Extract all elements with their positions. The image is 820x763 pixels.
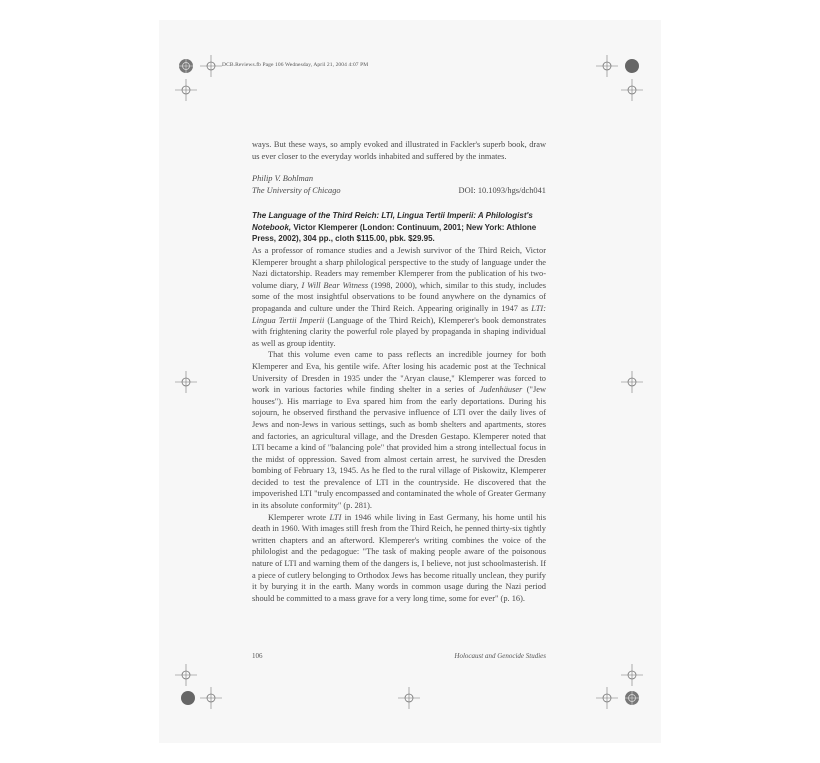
registration-target-icon (624, 690, 640, 706)
crop-mark-icon (596, 687, 618, 709)
journal-title: Holocaust and Genocide Studies (454, 652, 546, 660)
reviewer-name: Philip V. Bohlman (252, 174, 314, 183)
crop-mark-icon (175, 79, 197, 101)
crop-mark-icon (596, 55, 618, 77)
crop-mark-icon (175, 664, 197, 686)
text-run: (Language of the Third Reich), Klemperer's book demonstrates with frightening clarity the powerful role played by propaganda in shaping individual as well as group identity. (252, 315, 547, 348)
italic-title: LTI (329, 512, 342, 522)
text-run: As a professor of romance studies and a Jewish survivor of the Third Reich, Victor Klemperer brought a sharp philological perspective to the study of language under the Nazi dictatorship. Readers may remember Klemperer from the publication of his two-volume diary, (252, 246, 546, 290)
crop-mark-icon (175, 371, 197, 393)
italic-title: LTI: Lingua Tertii Imperii (252, 303, 546, 325)
reviewer-affiliation: The University of Chicago (252, 185, 341, 195)
paragraph-3 (252, 512, 546, 605)
paragraph-2 (252, 349, 546, 511)
registration-dot-icon (624, 58, 640, 74)
text-run: Klemperer wrote (268, 512, 330, 522)
crop-mark-icon (621, 664, 643, 686)
registration-dot-icon (180, 690, 196, 706)
previous-review-paragraph (252, 139, 546, 162)
registration-target-icon (178, 58, 194, 74)
review-body (252, 245, 546, 604)
print-slug: DCB.Reviews.fb Page 106 Wednesday, April 21, 2004 4:07 PM (222, 62, 369, 68)
italic-term: Judenhäuser (479, 385, 523, 395)
text-run: ("Jew houses"). His marriage to Eva spared him from the early deportations. During his sojourn, he observed firsthand the pervasive influence of LTI over the daily lives of Jews and non-Jews in various settings, such as bomb shelters and apartments, stores and factories, an agricultural village, and the Dresden Gestapo. Klemperer noted that LTI became a kind of "balancing pole" that provided him a strong intellectual focus in the midst of oppression. Saved from almost certain arrest, he survived the Dresden bombing of February 13, 1945. As he fled to the rural village of Piskowitz, Klemperer decided to test the prevalence of LTI in the countryside. He discovered that the impoverished LTI "truly encompassed and contaminated the whole of Greater Germany in its absolute conformity" (p. 281). (252, 385, 546, 511)
text-run: (1998, 2000), which, similar to this study, includes some of the most insightful observations to be found anywhere on the dynamics of propaganda and culture under the Third Reich. Appearing originally in 1947 as (252, 280, 546, 313)
reviewer-block (252, 173, 546, 196)
doi-label: DOI: 10.1093/hgs/dch041 (458, 185, 546, 195)
book-details: Victor Klemperer (London: Continuum, 2001; New York: Athlone Press, 2002), 304 pp., cloth $115.00, pbk. $29.95. (252, 222, 537, 244)
italic-title: I Will Bear Witness (301, 280, 369, 290)
crop-mark-icon (200, 55, 222, 77)
paragraph-1 (252, 245, 546, 349)
crop-mark-icon (398, 687, 420, 709)
text-run: in 1946 while living in East Germany, his home until his death in 1960. With images still fresh from the Third Reich, he penned thirty-six tightly written chapters and an afterword. Klemperer's writing combines the voice of the philologist and the pedagogue: "The task of making people aware of the poisonous nature of LTI and warning them of the dangers is, I believe, not just schoolmasterish. If a piece of cutlery belonging to Orthodox Jews has become ritually unclean, they purify it by burying it in the earth. Many words in common usage during the Nazi period should be committed to a mass grave for a very long time, some for ever" (p. 16). (252, 512, 546, 603)
book-heading (252, 210, 546, 245)
crop-mark-icon (200, 687, 222, 709)
book-title: The Language of the Third Reich: LTI, Lingua Tertii Imperii: A Philologist's Notebook, (252, 211, 533, 232)
paragraph: ways. But these ways, so amply evoked and illustrated in Fackler's superb book, draw us ever closer to the everyday worlds inhabited and suffered by the inmates. (252, 140, 546, 161)
text-run: That this volume even came to pass reflects an incredible journey for both Klemperer and Eva, his gentile wife. After losing his academic post at the Technical University of Dresden in 1935 under the "Aryan clause," Klemperer was forced to work in various factories while finding shelter in a series of (252, 350, 546, 395)
crop-mark-icon (621, 371, 643, 393)
page-number: 106 (252, 652, 263, 660)
crop-mark-icon (621, 79, 643, 101)
